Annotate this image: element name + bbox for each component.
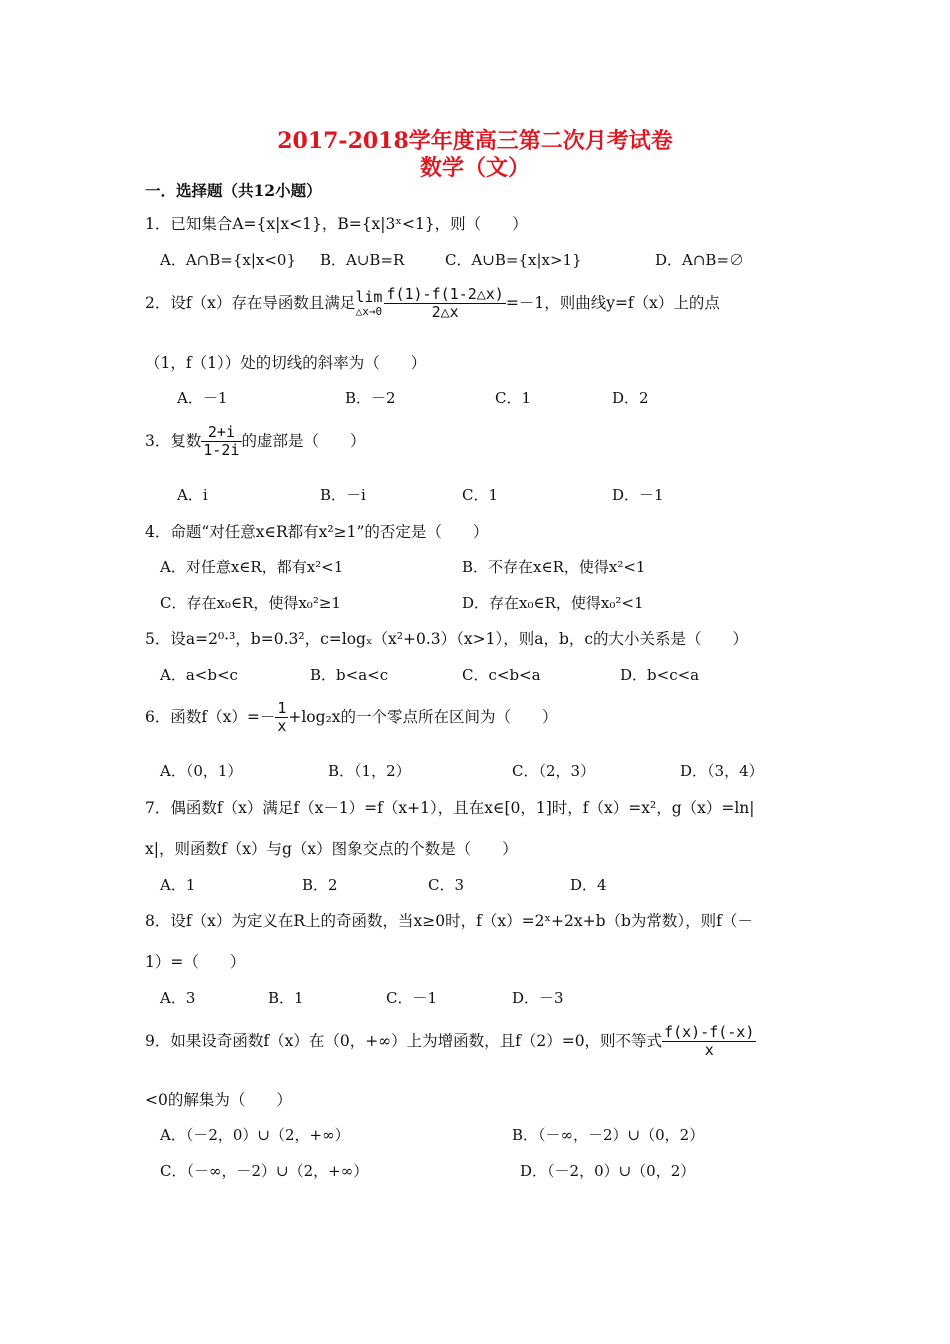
question-6 (145, 700, 558, 736)
q7-option-a: A．1 (160, 876, 196, 894)
q6-frac-num: 1 (277, 699, 287, 717)
section-heading: 一．选择题（共12小题） (145, 181, 322, 200)
question-4: 4．命题“对任意x∈R都有x²≥1”的否定是（ ） (145, 523, 489, 541)
q8-option-d: D．－3 (512, 989, 564, 1007)
q2-lim-sub: △x→0 (355, 305, 383, 319)
q2-lim-label: lim (355, 287, 383, 306)
q1-option-c: C．A∪B={x|x>1} (445, 251, 582, 269)
q2-prefix: 2．设f（x）存在导函数且满足 (145, 293, 356, 312)
q2-frac-den: 2△x (431, 303, 459, 322)
question-9-line2: <0的解集为（ ） (145, 1091, 292, 1109)
q7-option-b: B．2 (302, 876, 338, 894)
q6-suffix: +log₂x的一个零点所在区间为（ ） (288, 707, 558, 726)
q1-option-a: A．A∩B={x|x<0} (160, 251, 296, 269)
q8-option-b: B．1 (268, 989, 304, 1007)
question-9 (145, 1024, 756, 1060)
q7-option-d: D．4 (570, 876, 607, 894)
q9-option-c: C．（－∞，－2）∪（2，+∞） (160, 1162, 369, 1180)
question-3 (145, 424, 366, 460)
q2-frac-num: f(1)-f(1-2△x) (386, 285, 504, 303)
q6-option-a: A．（0，1） (160, 762, 243, 780)
q4-option-a: A．对任意x∈R，都有x²<1 (160, 558, 344, 576)
question-7: 7．偶函数f（x）满足f（x－1）=f（x+1），且在x∈[0，1]时，f（x）=x²，g（x）=ln| (145, 799, 755, 817)
q3-frac-den: 1-2i (203, 441, 240, 460)
exam-title: 2017-2018学年度高三第二次月考试卷 (277, 128, 673, 154)
q6-option-d: D．（3，4） (680, 762, 764, 780)
q2-fraction (384, 286, 505, 322)
q4-option-b: B．不存在x∈R，使得x²<1 (462, 558, 646, 576)
q2-limit (355, 289, 382, 319)
question-7-line2: x|，则函数f（x）与g（x）图象交点的个数是（ ） (145, 840, 518, 858)
q9-option-d: D．（－2，0）∪（0，2） (520, 1162, 696, 1180)
q5-option-c: C．c<b<a (462, 666, 541, 684)
q3-option-a: A．i (177, 486, 208, 504)
q5-option-d: D．b<c<a (620, 666, 700, 684)
question-2 (145, 286, 720, 322)
q1-option-b: B．A∪B=R (320, 251, 405, 269)
q8-option-a: A．3 (160, 989, 196, 1007)
q3-suffix: 的虚部是（ ） (241, 431, 366, 450)
q9-frac-num: f(x)-f(-x) (664, 1023, 755, 1041)
q6-option-c: C．（2，3） (512, 762, 596, 780)
question-8-line2: 1）=（ ） (145, 953, 246, 971)
q6-prefix: 6．函数f（x）=－ (145, 707, 276, 726)
q2-option-c: C．1 (495, 389, 532, 407)
q6-fraction (275, 700, 288, 736)
q3-frac-num: 2+i (201, 424, 241, 442)
q3-option-d: D．－1 (612, 486, 664, 504)
q3-fraction (201, 424, 241, 460)
q7-option-c: C．3 (428, 876, 465, 894)
q4-option-d: D．存在x₀∈R，使得x₀²<1 (462, 594, 644, 612)
question-8: 8．设f（x）为定义在R上的奇函数，当x≥0时，f（x）=2ˣ+2x+b（b为常数），则f（－ (145, 912, 753, 930)
q5-option-b: B．b<a<c (310, 666, 389, 684)
question-1: 1．已知集合A={x|x<1}，B={x|3ˣ<1}，则（ ） (145, 215, 528, 233)
q6-frac-den: x (277, 717, 287, 736)
q9-frac-den: x (704, 1041, 714, 1060)
q3-option-b: B．－i (320, 486, 366, 504)
q9-option-a: A．（－2，0）∪（2，+∞） (160, 1126, 350, 1144)
q9-prefix: 9．如果设奇函数f（x）在（0，+∞）上为增函数，且f（2）=0，则不等式 (145, 1031, 663, 1050)
q1-option-d: D．A∩B=∅ (655, 251, 745, 269)
q5-option-a: A．a<b<c (160, 666, 238, 684)
q9-fraction (662, 1024, 756, 1060)
q2-option-a: A．－1 (177, 389, 228, 407)
question-2-line2: （1，f（1））处的切线的斜率为（ ） (145, 354, 427, 372)
exam-subtitle: 数学（文） (419, 155, 530, 181)
q2-option-b: B．－2 (345, 389, 396, 407)
q3-option-c: C．1 (462, 486, 499, 504)
q2-option-d: D．2 (612, 389, 649, 407)
q2-suffix: =－1，则曲线y=f（x）上的点 (505, 293, 720, 312)
question-5: 5．设a=2⁰·³，b=0.3²，c=logₓ（x²+0.3）（x>1），则a，b，c的大小关系是（ ） (145, 630, 749, 648)
q9-option-b: B．（－∞，－2）∪（0，2） (512, 1126, 705, 1144)
q8-option-c: C．－1 (386, 989, 438, 1007)
q6-option-b: B．（1，2） (328, 762, 411, 780)
q4-option-c: C．存在x₀∈R，使得x₀²≥1 (160, 594, 341, 612)
q3-prefix: 3．复数 (145, 431, 202, 450)
